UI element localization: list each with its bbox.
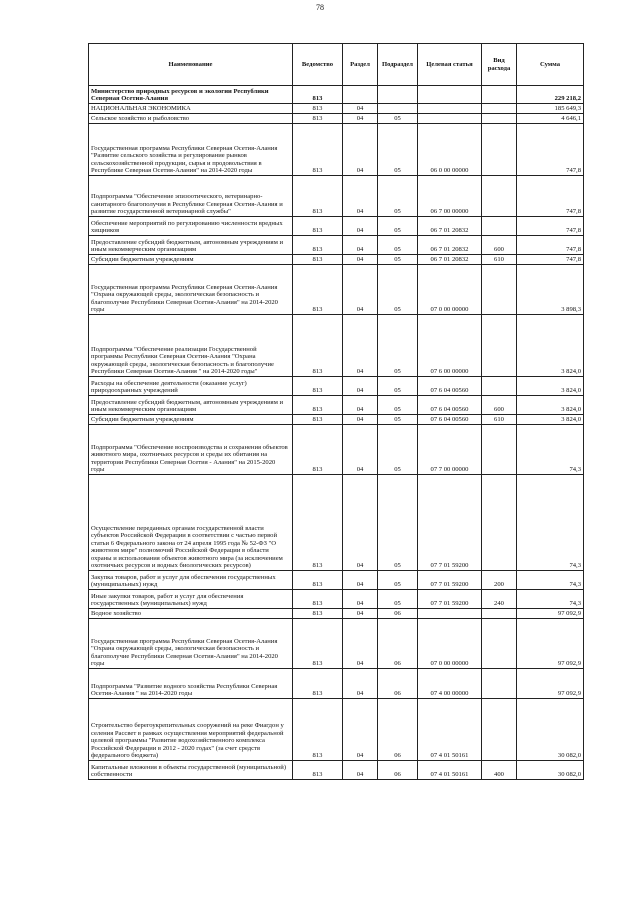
- budget-table: [88, 43, 584, 780]
- row-expense-type: [482, 425, 517, 475]
- row-section: 04: [343, 619, 378, 669]
- row-expense-type: [482, 619, 517, 669]
- row-target-article: 07 6 00 00000: [418, 315, 482, 377]
- row-section: 04: [343, 236, 378, 255]
- table-row: [89, 114, 584, 124]
- row-name: Государственная программа Республики Северная Осетия-Алания "Развитие сельского хозяйства и регулирование рынков сельскохозяйственной продукции, сырья и продовольствия в Республике Северная Осетия-Алания" на 2014-2020 годы: [89, 124, 293, 176]
- row-expense-type: [482, 669, 517, 699]
- table-row: [89, 236, 584, 255]
- header-section: Раздел: [343, 44, 378, 86]
- row-amount: 185 649,3: [517, 104, 584, 114]
- row-name: Подпрограмма "Обеспечение реализации Государственной программы Республики Северная Осетия-Алания "Охрана окружающей среды, экологическая безопасность и благополучие Республики Северная Осетия-Алания " на 2014-2020 годы": [89, 315, 293, 377]
- row-name: Субсидии бюджетным учреждениям: [89, 255, 293, 265]
- row-target-article: 06 0 00 00000: [418, 124, 482, 176]
- row-subsection: 05: [378, 124, 418, 176]
- row-amount: 747,8: [517, 176, 584, 217]
- row-section: 04: [343, 699, 378, 761]
- row-amount: 747,8: [517, 217, 584, 236]
- table-row: [89, 265, 584, 315]
- row-department: 813: [293, 669, 343, 699]
- table-row: [89, 176, 584, 217]
- row-department: 813: [293, 236, 343, 255]
- row-subsection: 05: [378, 176, 418, 217]
- row-subsection: 05: [378, 415, 418, 425]
- row-department: 813: [293, 86, 343, 104]
- row-department: 813: [293, 124, 343, 176]
- row-amount: 74,3: [517, 425, 584, 475]
- row-subsection: 06: [378, 761, 418, 780]
- row-subsection: 06: [378, 699, 418, 761]
- row-section: 04: [343, 114, 378, 124]
- row-name: Капитальные вложения в объекты государственной (муниципальной) собственности: [89, 761, 293, 780]
- row-expense-type: [482, 475, 517, 571]
- row-name: Предоставление субсидий бюджетным, автономным учреждениям и иным некоммерческим организациям: [89, 396, 293, 415]
- header-target-article: Целевая статья: [418, 44, 482, 86]
- row-target-article: [418, 114, 482, 124]
- row-department: 813: [293, 415, 343, 425]
- row-section: 04: [343, 571, 378, 590]
- row-target-article: 06 7 01 20832: [418, 217, 482, 236]
- row-amount: 3 824,0: [517, 396, 584, 415]
- table-row: [89, 315, 584, 377]
- row-name: Иные закупки товаров, работ и услуг для обеспечения государственных (муниципальных) нужд: [89, 590, 293, 609]
- header-name: Наименование: [89, 44, 293, 86]
- row-amount: 74,3: [517, 590, 584, 609]
- row-subsection: 05: [378, 571, 418, 590]
- table-row: [89, 425, 584, 475]
- row-name: Расходы на обеспечение деятельности (оказание услуг) природоохранных учреждений: [89, 377, 293, 396]
- table-row: [89, 571, 584, 590]
- row-amount: 97 092,9: [517, 669, 584, 699]
- table-row: [89, 86, 584, 104]
- row-name: Осуществление переданных органам государственной власти субъектов Российской Федерации в соответствии с частью первой статьи 6 Федерального закона от 24 апреля 1995 года № 52-ФЗ "О животном мире" полномочий Российской Федерации в области охраны и использования объектов животного мира (за исключением охотничьих ресурсов и водных биологических ресурсов): [89, 475, 293, 571]
- row-department: 813: [293, 396, 343, 415]
- row-subsection: [378, 104, 418, 114]
- row-amount: 97 092,9: [517, 619, 584, 669]
- row-target-article: 06 7 01 20832: [418, 236, 482, 255]
- row-department: 813: [293, 377, 343, 396]
- row-name: Подпрограмма "Развитие водного хозяйства Республики Северная Осетия-Алания " на 2014-2020 годы: [89, 669, 293, 699]
- row-target-article: [418, 104, 482, 114]
- row-target-article: [418, 86, 482, 104]
- table-row: [89, 415, 584, 425]
- row-expense-type: 600: [482, 236, 517, 255]
- row-department: 813: [293, 761, 343, 780]
- row-name: Закупка товаров, работ и услуг для обеспечения государственных (муниципальных) нужд: [89, 571, 293, 590]
- table-row: [89, 475, 584, 571]
- row-target-article: 07 7 01 59200: [418, 590, 482, 609]
- row-expense-type: [482, 104, 517, 114]
- row-expense-type: [482, 609, 517, 619]
- row-amount: 4 646,1: [517, 114, 584, 124]
- row-target-article: 07 6 04 00560: [418, 377, 482, 396]
- row-section: 04: [343, 396, 378, 415]
- row-target-article: 07 0 00 00000: [418, 265, 482, 315]
- row-target-article: 07 4 01 50161: [418, 699, 482, 761]
- row-target-article: 07 4 01 50161: [418, 761, 482, 780]
- row-subsection: 05: [378, 396, 418, 415]
- table-row: [89, 619, 584, 669]
- row-department: 813: [293, 217, 343, 236]
- row-subsection: 05: [378, 114, 418, 124]
- row-subsection: 05: [378, 265, 418, 315]
- row-name: Водное хозяйство: [89, 609, 293, 619]
- table-row: [89, 396, 584, 415]
- row-amount: 3 898,3: [517, 265, 584, 315]
- row-amount: 747,8: [517, 255, 584, 265]
- row-department: 813: [293, 571, 343, 590]
- table-row: [89, 761, 584, 780]
- row-expense-type: 600: [482, 396, 517, 415]
- row-amount: 30 082,0: [517, 761, 584, 780]
- header-amount: Сумма: [517, 44, 584, 86]
- row-department: 813: [293, 176, 343, 217]
- row-target-article: 07 4 00 00000: [418, 669, 482, 699]
- table-row: [89, 377, 584, 396]
- table-row: [89, 104, 584, 114]
- row-department: 813: [293, 425, 343, 475]
- row-name: Строительство берегоукрепительных сооружений на реке Фиагдон у селения Рассвет в рамках осуществления мероприятий федеральной целевой программы "Развитие водохозяйственного комплекса Российской Федерации в 2012 - 2020 годах" (за счет средств федерального бюджета): [89, 699, 293, 761]
- row-subsection: 06: [378, 619, 418, 669]
- row-department: 813: [293, 315, 343, 377]
- row-subsection: 05: [378, 475, 418, 571]
- row-amount: 3 824,0: [517, 377, 584, 396]
- row-expense-type: [482, 377, 517, 396]
- row-name: НАЦИОНАЛЬНАЯ ЭКОНОМИКА: [89, 104, 293, 114]
- row-department: 813: [293, 609, 343, 619]
- row-section: 04: [343, 377, 378, 396]
- row-section: 04: [343, 315, 378, 377]
- row-target-article: 07 6 04 00560: [418, 396, 482, 415]
- row-subsection: 05: [378, 255, 418, 265]
- row-section: 04: [343, 255, 378, 265]
- table-row: [89, 669, 584, 699]
- row-amount: 74,3: [517, 475, 584, 571]
- header-subsection: Подраздел: [378, 44, 418, 86]
- table-row: [89, 699, 584, 761]
- row-target-article: 07 7 01 59200: [418, 475, 482, 571]
- row-expense-type: 240: [482, 590, 517, 609]
- row-subsection: 06: [378, 669, 418, 699]
- row-subsection: 05: [378, 315, 418, 377]
- table-row: [89, 590, 584, 609]
- row-section: 04: [343, 104, 378, 114]
- table-body: [89, 86, 584, 780]
- row-target-article: [418, 609, 482, 619]
- row-department: 813: [293, 114, 343, 124]
- table-row: [89, 217, 584, 236]
- row-expense-type: [482, 114, 517, 124]
- row-section: 04: [343, 217, 378, 236]
- table-row: [89, 609, 584, 619]
- row-section: 04: [343, 415, 378, 425]
- row-expense-type: [482, 217, 517, 236]
- row-expense-type: 400: [482, 761, 517, 780]
- row-expense-type: [482, 124, 517, 176]
- row-name: Субсидии бюджетным учреждениям: [89, 415, 293, 425]
- row-amount: 229 218,2: [517, 86, 584, 104]
- row-amount: 747,8: [517, 124, 584, 176]
- row-section: 04: [343, 425, 378, 475]
- row-target-article: 06 7 00 00000: [418, 176, 482, 217]
- row-section: 04: [343, 761, 378, 780]
- row-name: Государственная программа Республики Северная Осетия-Алания "Охрана окружающей среды, экологическая безопасность и благополучие Республики Северная Осетия-Алания" на 2014-2020 годы: [89, 265, 293, 315]
- row-expense-type: [482, 86, 517, 104]
- row-section: 04: [343, 609, 378, 619]
- row-expense-type: [482, 315, 517, 377]
- row-target-article: 07 7 01 59200: [418, 571, 482, 590]
- row-subsection: 05: [378, 217, 418, 236]
- table-header-row: [89, 44, 584, 86]
- row-name: Министерство природных ресурсов и экологии Республики Северная Осетия-Алания: [89, 86, 293, 104]
- row-section: 04: [343, 124, 378, 176]
- row-department: 813: [293, 590, 343, 609]
- row-expense-type: 200: [482, 571, 517, 590]
- row-name: Предоставление субсидий бюджетным, автономным учреждениям и иным некоммерческим организациям: [89, 236, 293, 255]
- row-subsection: 05: [378, 425, 418, 475]
- row-department: 813: [293, 104, 343, 114]
- row-department: 813: [293, 475, 343, 571]
- row-section: 04: [343, 265, 378, 315]
- row-amount: 97 092,9: [517, 609, 584, 619]
- row-name: Государственная программа Республики Северная Осетия-Алания "Охрана окружающей среды, экологическая безопасность и благополучие Республики Северная Осетия-Алания" на 2014-2020 годы: [89, 619, 293, 669]
- row-subsection: 06: [378, 609, 418, 619]
- row-amount: 74,3: [517, 571, 584, 590]
- row-expense-type: 610: [482, 415, 517, 425]
- row-subsection: [378, 86, 418, 104]
- row-amount: 30 082,0: [517, 699, 584, 761]
- row-amount: 747,8: [517, 236, 584, 255]
- row-subsection: 05: [378, 377, 418, 396]
- row-department: 813: [293, 619, 343, 669]
- header-expense-type: Вид расхода: [482, 44, 517, 86]
- row-section: 04: [343, 475, 378, 571]
- row-name: Сельское хозяйство и рыболовство: [89, 114, 293, 124]
- row-expense-type: 610: [482, 255, 517, 265]
- row-name: Обеспечение мероприятий по регулированию численности вредных хищников: [89, 217, 293, 236]
- row-expense-type: [482, 699, 517, 761]
- header-department: Ведомство: [293, 44, 343, 86]
- page-number: 78: [316, 3, 324, 12]
- row-name: Подпрограмма "Обеспечение воспроизводства и сохранения объектов животного мира, охотничьих ресурсов и среды их обитания на территории Республики Северная Осетия - Алания" на 2015-2020 годы: [89, 425, 293, 475]
- row-subsection: 05: [378, 590, 418, 609]
- table-row: [89, 124, 584, 176]
- row-expense-type: [482, 265, 517, 315]
- row-target-article: 07 6 04 00560: [418, 415, 482, 425]
- row-section: [343, 86, 378, 104]
- row-section: 04: [343, 669, 378, 699]
- row-target-article: 07 7 00 00000: [418, 425, 482, 475]
- row-department: 813: [293, 699, 343, 761]
- row-name: Подпрограмма "Обеспечение эпизоотического, ветеринарно-санитарного благополучия в Республике Северная Осетия-Алания и развитие государственной ветеринарной службы": [89, 176, 293, 217]
- row-department: 813: [293, 265, 343, 315]
- table-row: [89, 255, 584, 265]
- row-section: 04: [343, 176, 378, 217]
- row-section: 04: [343, 590, 378, 609]
- row-target-article: 07 0 00 00000: [418, 619, 482, 669]
- row-target-article: 06 7 01 20832: [418, 255, 482, 265]
- row-expense-type: [482, 176, 517, 217]
- row-amount: 3 824,0: [517, 415, 584, 425]
- row-subsection: 05: [378, 236, 418, 255]
- row-department: 813: [293, 255, 343, 265]
- row-amount: 3 824,0: [517, 315, 584, 377]
